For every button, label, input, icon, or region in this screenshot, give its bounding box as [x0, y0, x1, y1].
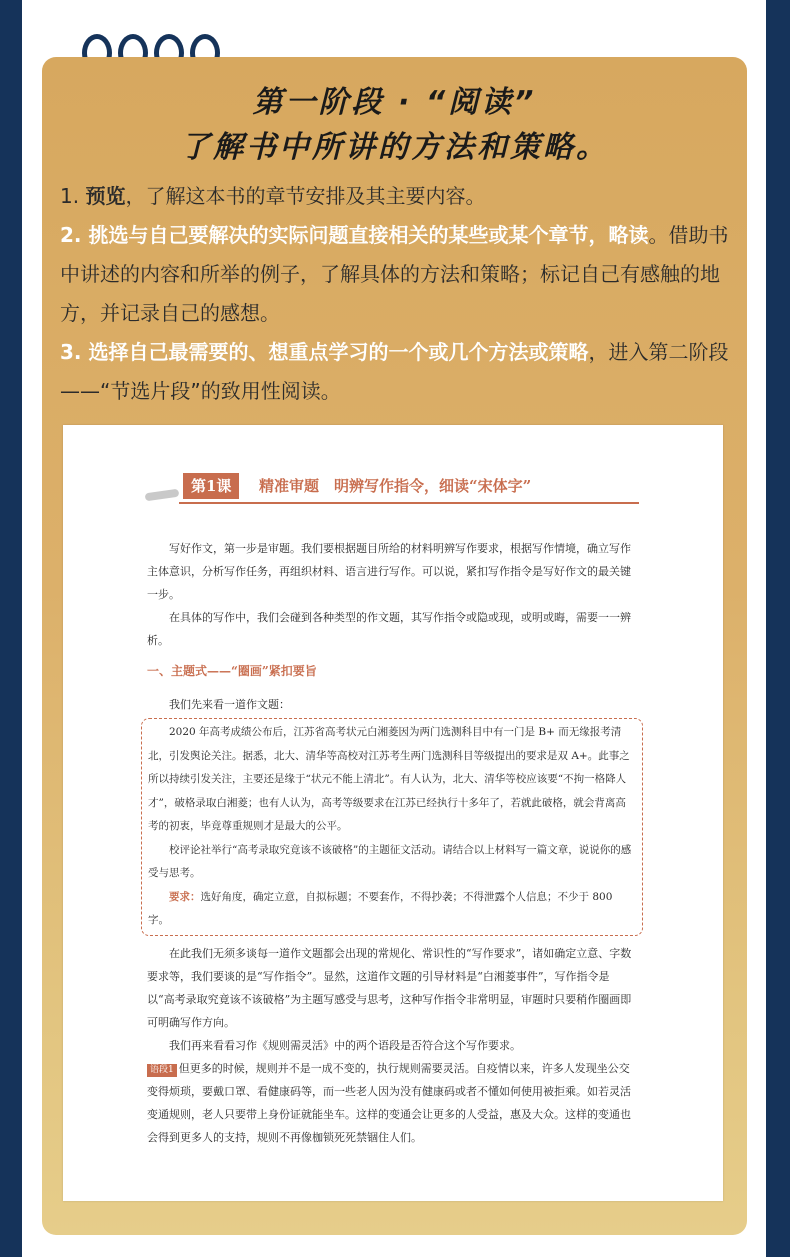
- step-number: 3.: [60, 340, 89, 364]
- stage-subtitle: 了解书中所讲的方法和策略。: [180, 130, 609, 165]
- book-page-sample: [63, 425, 723, 1201]
- steps-list: [60, 177, 740, 411]
- step-keyword: 预览: [85, 184, 126, 208]
- page-body: [147, 537, 637, 1149]
- step-1: [60, 177, 740, 216]
- lesson-rule: [179, 502, 639, 504]
- step-keyword: 挑选与自己要解决的实际问题直接相关的某些或某个章节，略读: [88, 223, 649, 247]
- step-3: [60, 333, 740, 411]
- lesson-header: [145, 469, 639, 505]
- step-text: 。借助书中讲述的内容和所举的例子，了解具体的方法和策略；标记自己有感触的地方，并记录自己的感想。: [60, 223, 729, 325]
- requirement-text: 选好角度，确定立意，自拟标题；不要套作，不得抄袭；不得泄露个人信息；不少于 800 字。: [148, 890, 613, 926]
- step-2: [60, 216, 740, 333]
- left-border: [0, 0, 22, 1257]
- requirement-label: 要求：: [169, 890, 201, 903]
- paragraph: 在具体的写作中，我们会碰到各种类型的作文题，其写作指令或隐或现，或明或晦，需要一一辨析。: [147, 611, 631, 647]
- prompt-requirement: [148, 886, 636, 933]
- step-text: ，了解这本书的章节安排及其主要内容。: [125, 184, 486, 208]
- step-text: ，进入第二阶段——“节选片段”的致用性阅读。: [60, 340, 729, 403]
- lesson-badge: 第1课: [183, 473, 239, 499]
- stage-card: [42, 57, 747, 1235]
- step-keyword: 选择自己最需要的、想重点学习的一个或几个方法或策略: [88, 340, 589, 364]
- section-title: 一、主题式——“圈画”紧扣要旨: [147, 664, 317, 678]
- excerpt-tag: 语段1: [147, 1064, 177, 1077]
- paragraph: 在此我们无须多谈每一道作文题都会出现的常规化、常识性的“写作要求”，诸如确定立意、字数要求等，我们要谈的是“写作指令”。显然，这道作文题的引导材料是“白湘菱事件”，写作指令是以“高考录取究竟该不该破格”为主题写感受与思考，这种写作指令非常明显，审题时只要稍作圈画即可明确写作方向。: [147, 946, 632, 1029]
- right-border: [766, 0, 790, 1257]
- step-number: 2.: [60, 223, 89, 247]
- paragraph: 我们再来看看习作《规则需灵活》中的两个语段是否符合这个写作要求。: [169, 1038, 521, 1052]
- prompt-paragraph: 2020 年高考成绩公布后，江苏省高考状元白湘菱因为两门选测科目中有一门是 B+ 而无缘报考清北，引发舆论关注。据悉，北大、清华等高校对江苏考生两门选测科目等级提出的要求是双 A+。此事之所以持续引发关注，主要还是缘于“状元不能上清北”。有人认为，北大、清华等校应该要“不拘一格降人才”，破格录取白湘菱；也有人认为，高考等级要求在江苏已经执行十多年了，若就此破格，就会背离高考的初衷，毕竟尊重规则才是最大的公平。: [148, 726, 630, 832]
- excerpt: [147, 1057, 637, 1149]
- paragraph: 我们先来看一道作文题：: [169, 698, 290, 711]
- step-number: 1.: [60, 184, 86, 208]
- excerpt-paragraph: [147, 1057, 637, 1149]
- paragraph: 写好作文，第一步是审题。我们要根据题目所给的材料明辨写作要求，根据写作情境，确立写作主体意识，分析写作任务，再组织材料、语言进行写作。可以说，紧扣写作指令是写好作文的最关键一步。: [147, 542, 631, 601]
- lesson-title: 精准审题 明辨写作指令，细读“宋体字”: [259, 477, 532, 495]
- stage-title: 第一阶段 · “阅读”: [252, 85, 537, 120]
- prompt-box: [141, 718, 643, 936]
- prompt-paragraph: 校评论社举行“高考录取究竟该不该破格”的主题征文活动。请结合以上材料写一篇文章，说说你的感受与思考。: [148, 843, 632, 879]
- excerpt-text: 但更多的时候，规则并不是一成不变的，执行规则需要灵活。自疫情以来，许多人发现坐公交变得烦琐，要戴口罩、看健康码等，而一些老人因为没有健康码或者不懂如何使用被拒乘。如若灵活变通规则，老人只要带上身份证就能坐车。这样的变通会让更多的人受益，惠及大众。这样的变通也会得到更多人的支持，规则不再像枷锁死死禁锢住人们。: [147, 1061, 631, 1144]
- swoosh-icon: [145, 489, 180, 502]
